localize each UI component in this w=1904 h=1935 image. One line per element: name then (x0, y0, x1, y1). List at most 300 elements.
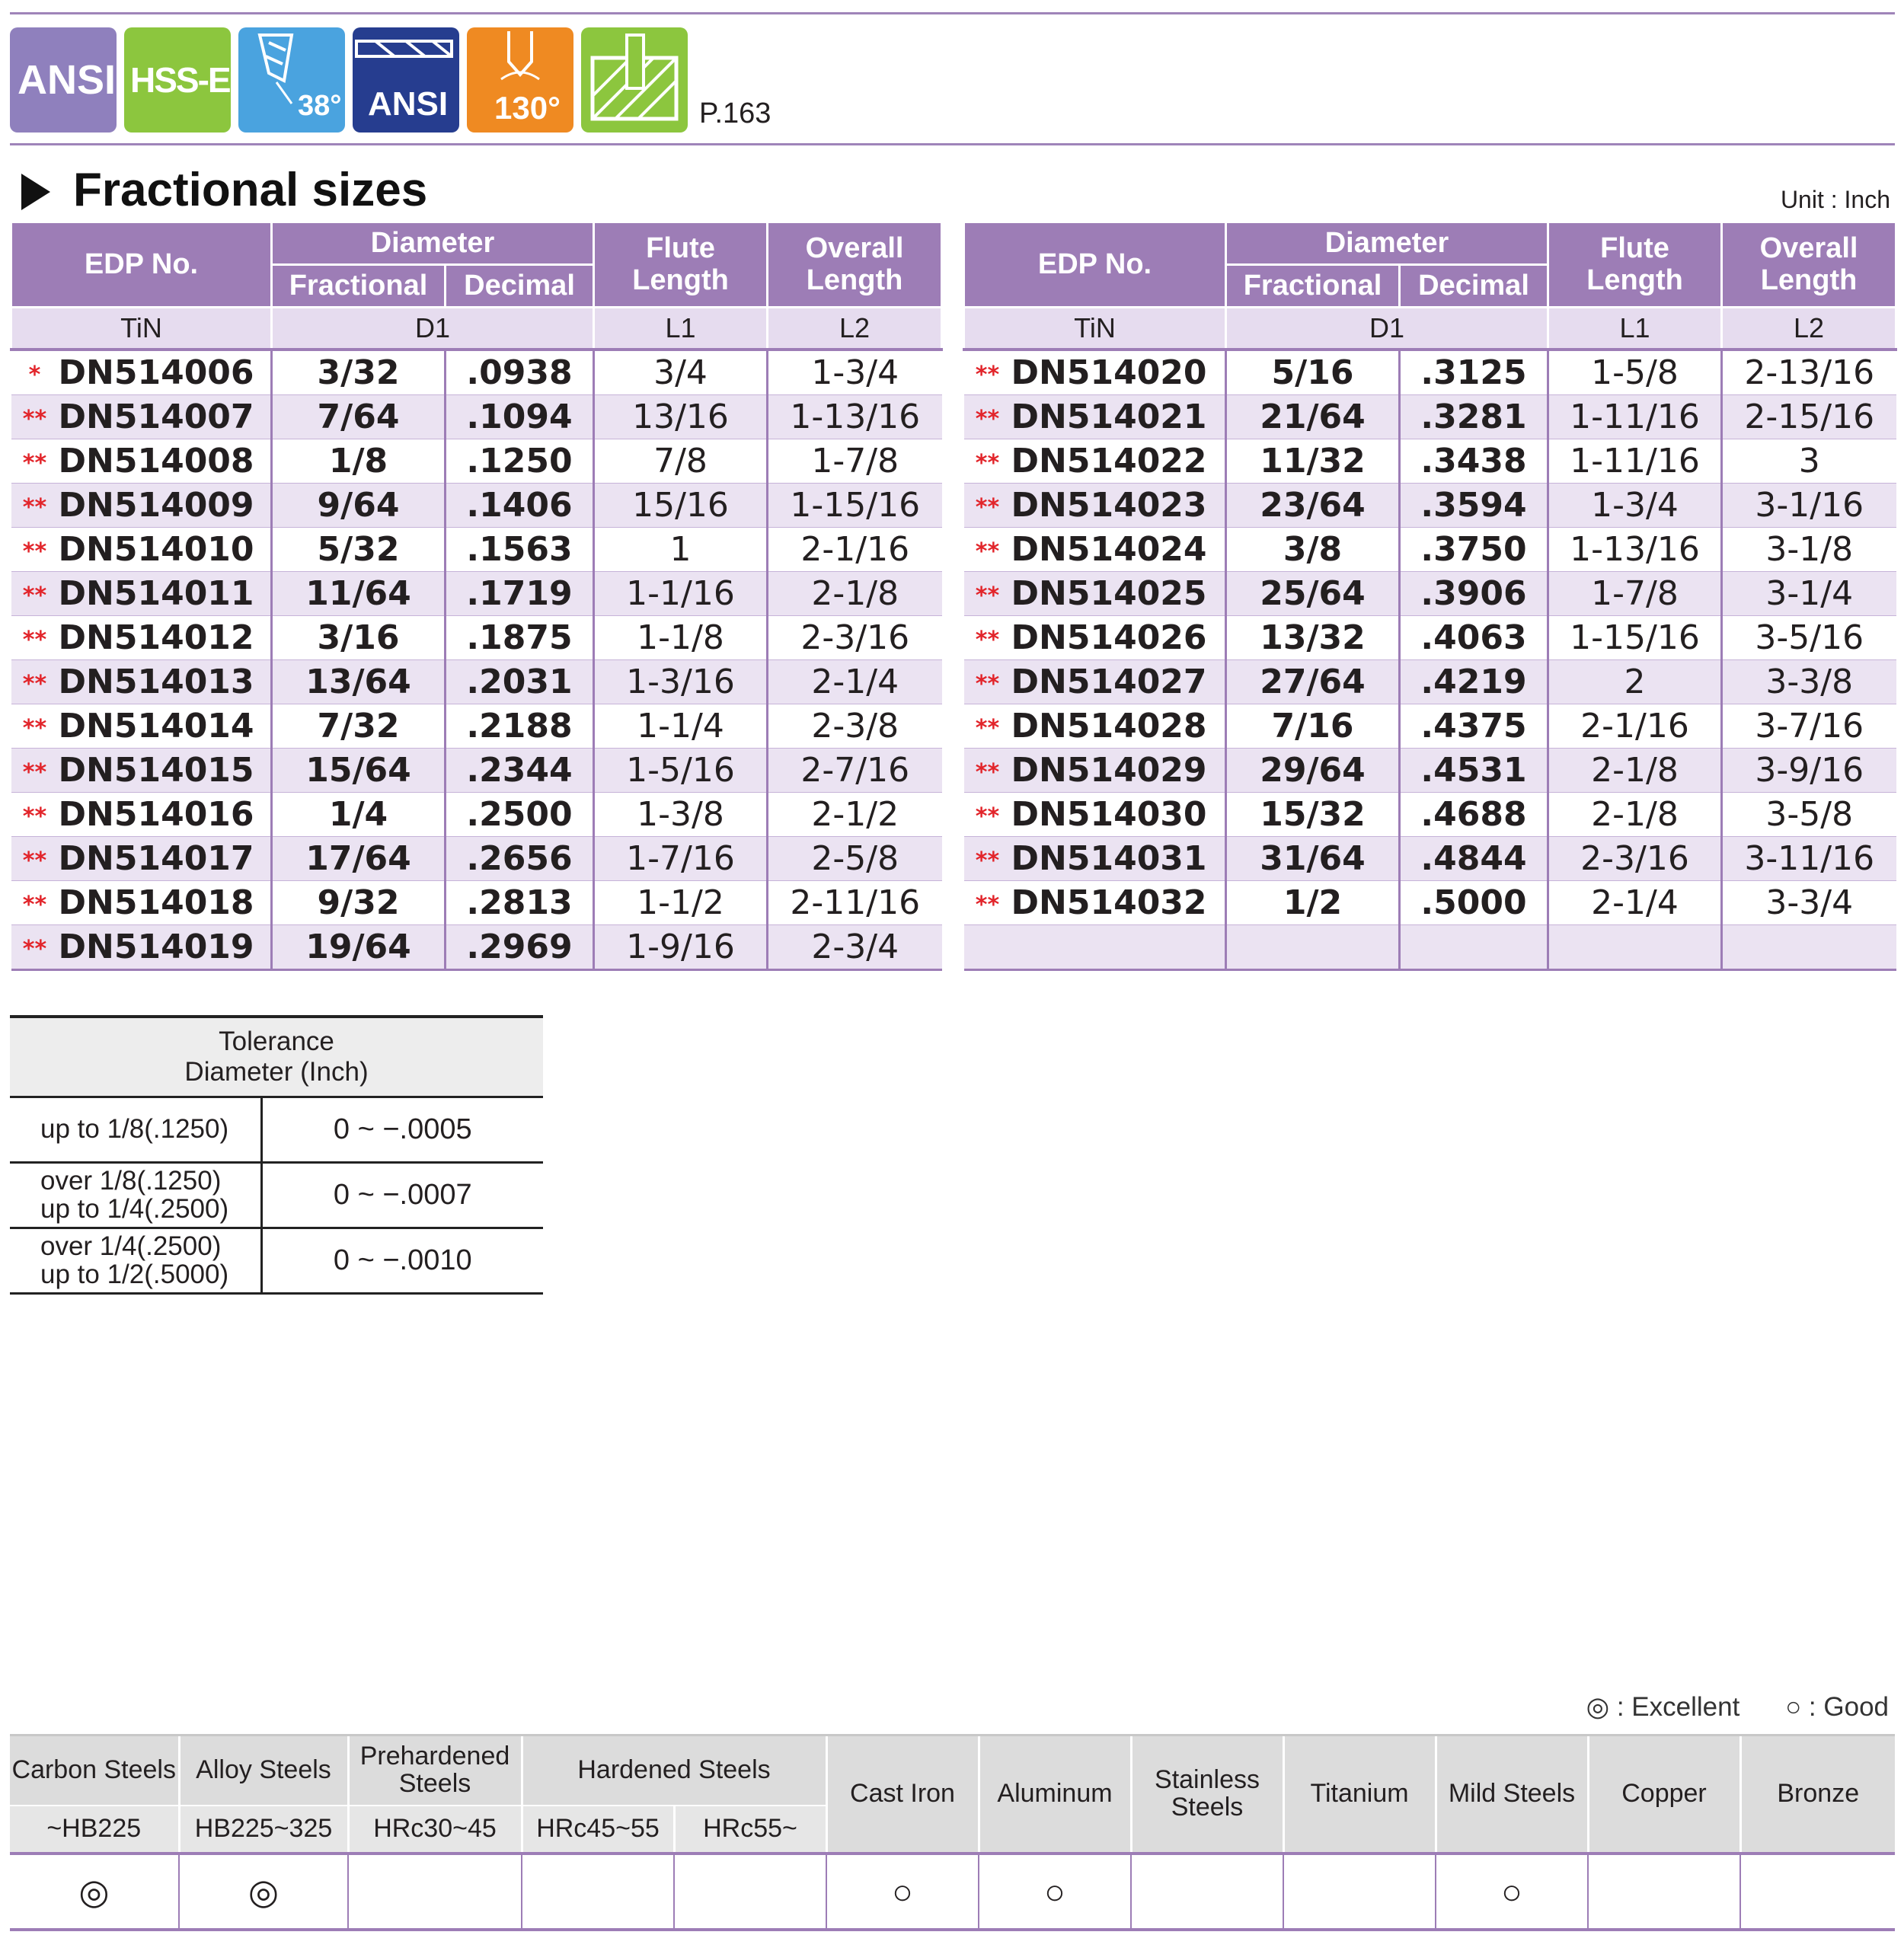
edp-cell (964, 484, 1226, 528)
decimal-cell: .1563 (446, 528, 594, 572)
fractional-cell: 13/32 (1226, 616, 1400, 660)
decimal-cell: .3906 (1400, 572, 1548, 616)
flute-length-cell: 2-1/16 (1548, 704, 1722, 749)
material-prehardened-steels: Prehardened Steels (348, 1735, 522, 1806)
decimal-cell (1400, 925, 1548, 970)
flute-length-cell: 3/4 (594, 350, 768, 395)
flute-length-cell: 2 (1548, 660, 1722, 704)
flute-length-cell: 13/16 (594, 395, 768, 439)
edp-header: EDP No. (11, 222, 272, 308)
overall-length-header: Overall Length (1722, 222, 1896, 308)
flute-length-cell: 1 (594, 528, 768, 572)
flute-length-cell: 1-9/16 (594, 925, 768, 970)
edp-cell (11, 925, 272, 970)
table-row (11, 793, 942, 837)
flute-length-cell: 1-1/8 (594, 616, 768, 660)
overall-length-cell: 3-5/8 (1722, 793, 1896, 837)
flute-length-cell: 7/8 (594, 439, 768, 484)
flute-length-cell: 1-11/16 (1548, 439, 1722, 484)
stock-mark: ** (22, 626, 47, 653)
rating-mild: ○ (1436, 1854, 1588, 1930)
tolerance-value: 0 ~ −.0005 (261, 1097, 543, 1163)
decimal-cell: .4844 (1400, 837, 1548, 881)
spec-table-right-body (964, 350, 1896, 970)
flute-length-cell: 2-1/8 (1548, 749, 1722, 793)
legend-excellent: ◎ : Excellent (1586, 1692, 1740, 1722)
fractional-cell: 1/4 (272, 793, 446, 837)
flute-length-cell: 2-3/16 (1548, 837, 1722, 881)
stock-mark: ** (975, 538, 1000, 565)
edp-cell (11, 881, 272, 925)
decimal-header: Decimal (446, 265, 594, 308)
stock-mark: ** (975, 670, 1000, 698)
edp-cell (11, 660, 272, 704)
overall-length-cell: 3-1/16 (1722, 484, 1896, 528)
spec-table-right (963, 221, 1897, 971)
stock-mark: ** (975, 714, 1000, 742)
range-hardened-a: HRc45~55 (522, 1806, 674, 1854)
l1-label: L1 (594, 308, 768, 350)
edp-number: DN514024 (1011, 530, 1207, 569)
stock-mark: ** (975, 891, 1000, 918)
edp-cell (964, 704, 1226, 749)
edp-number: DN514017 (58, 839, 254, 878)
table-row (11, 660, 942, 704)
helix-badge: 38° (238, 27, 345, 133)
stock-mark: ** (975, 405, 1000, 433)
table-row (11, 749, 942, 793)
stock-mark: ** (22, 670, 47, 698)
edp-number: DN514008 (58, 442, 254, 481)
edp-cell (964, 660, 1226, 704)
decimal-cell: .3594 (1400, 484, 1548, 528)
drilling-application-icon (581, 27, 688, 133)
fractional-cell: 25/64 (1226, 572, 1400, 616)
top-rule (10, 12, 1895, 14)
stock-mark: ** (22, 449, 47, 477)
ansi-standard-badge: ANSI (353, 27, 459, 133)
stock-mark: ** (22, 538, 47, 565)
overall-length-cell: 2-15/16 (1722, 395, 1896, 439)
stock-mark: ** (975, 758, 1000, 786)
fractional-cell: 3/8 (1226, 528, 1400, 572)
point-angle-badge: 130° (467, 27, 573, 133)
overall-length-cell: 2-3/4 (768, 925, 942, 970)
overall-length-cell: 1-3/4 (768, 350, 942, 395)
flute-length-cell: 15/16 (594, 484, 768, 528)
rating-titanium (1283, 1854, 1436, 1930)
table-row (964, 925, 1896, 970)
edp-cell (11, 616, 272, 660)
overall-length-cell: 3-9/16 (1722, 749, 1896, 793)
decimal-cell: .2813 (446, 881, 594, 925)
flute-length-header: Flute Length (594, 222, 768, 308)
flute-length-cell: 1-13/16 (1548, 528, 1722, 572)
table-row (11, 395, 942, 439)
range-hardened-b: HRc55~ (674, 1806, 826, 1854)
edp-cell (964, 439, 1226, 484)
edp-number: DN514012 (58, 618, 254, 657)
flute-length-cell: 2-1/4 (1548, 881, 1722, 925)
fractional-cell: 3/32 (272, 350, 446, 395)
fractional-cell: 13/64 (272, 660, 446, 704)
rating-stainless (1131, 1854, 1283, 1930)
edp-cell (11, 749, 272, 793)
edp-cell (964, 881, 1226, 925)
material-bronze: Bronze (1740, 1735, 1895, 1854)
edp-number: DN514019 (58, 928, 254, 966)
edp-number: DN514010 (58, 530, 254, 569)
flute-length-cell: 1-3/4 (1548, 484, 1722, 528)
rating-cast-iron: ○ (826, 1854, 979, 1930)
edp-cell (11, 439, 272, 484)
fractional-cell: 9/64 (272, 484, 446, 528)
decimal-cell: .2188 (446, 704, 594, 749)
rating-legend (1548, 1692, 1889, 1723)
edp-cell (11, 350, 272, 395)
rating-prehardened (348, 1854, 522, 1930)
material-table (10, 1734, 1895, 1931)
overall-length-header: Overall Length (768, 222, 942, 308)
table-row (11, 616, 942, 660)
overall-length-cell: 2-1/4 (768, 660, 942, 704)
edp-number: DN514032 (1011, 883, 1207, 922)
edp-cell (964, 528, 1226, 572)
hss-badge: HSS-E (124, 27, 231, 133)
edp-number: DN514014 (58, 707, 254, 746)
stock-mark: ** (975, 361, 1000, 388)
unit-label: Unit : Inch (1780, 186, 1890, 213)
fractional-cell: 1/2 (1226, 881, 1400, 925)
table-row (11, 484, 942, 528)
overall-length-cell: 3-11/16 (1722, 837, 1896, 881)
l2-label: L2 (1722, 308, 1896, 350)
decimal-cell: .3750 (1400, 528, 1548, 572)
edp-number: DN514021 (1011, 398, 1207, 436)
table-row (11, 704, 942, 749)
decimal-cell: .3125 (1400, 350, 1548, 395)
section-title: Fractional sizes (73, 164, 428, 216)
overall-length-cell: 1-13/16 (768, 395, 942, 439)
decimal-cell: .0938 (446, 350, 594, 395)
table-row (964, 528, 1896, 572)
flute-length-cell: 1-1/4 (594, 704, 768, 749)
edp-number: DN514009 (58, 486, 254, 525)
edp-number: DN514031 (1011, 839, 1207, 878)
range-carbon: ~HB225 (10, 1806, 179, 1854)
stock-mark: ** (975, 803, 1000, 830)
table-row (964, 749, 1896, 793)
fractional-cell: 27/64 (1226, 660, 1400, 704)
stock-mark: ** (975, 493, 1000, 521)
table-row (964, 439, 1896, 484)
overall-length-cell: 2-5/8 (768, 837, 942, 881)
decimal-cell: .2344 (446, 749, 594, 793)
flute-length-cell: 1-3/16 (594, 660, 768, 704)
decimal-cell: .3438 (1400, 439, 1548, 484)
tolerance-table (10, 1015, 543, 1295)
decimal-cell: .1250 (446, 439, 594, 484)
page-reference: P.163 (699, 97, 772, 129)
decimal-cell: .4688 (1400, 793, 1548, 837)
rating-hardened-b (674, 1854, 826, 1930)
tolerance-title: Tolerance (219, 1026, 334, 1056)
fractional-cell: 1/8 (272, 439, 446, 484)
legend-good: ○ : Good (1785, 1692, 1889, 1722)
overall-length-cell: 2-7/16 (768, 749, 942, 793)
flute-length-cell: 1-7/16 (594, 837, 768, 881)
flute-length-cell: 1-1/16 (594, 572, 768, 616)
tolerance-row (10, 1097, 543, 1163)
fractional-cell: 3/16 (272, 616, 446, 660)
material-stainless-steels: Stainless Steels (1131, 1735, 1283, 1854)
fractional-cell: 15/64 (272, 749, 446, 793)
application-badge (581, 27, 688, 133)
table-row (964, 660, 1896, 704)
decimal-cell: .5000 (1400, 881, 1548, 925)
fractional-header: Fractional (1226, 265, 1400, 308)
stock-mark: ** (22, 405, 47, 433)
fractional-cell: 11/32 (1226, 439, 1400, 484)
edp-number: DN514030 (1011, 795, 1207, 834)
stock-mark: ** (975, 449, 1000, 477)
decimal-cell: .1406 (446, 484, 594, 528)
tolerance-header (10, 1017, 543, 1097)
edp-number: DN514027 (1011, 663, 1207, 701)
decimal-header: Decimal (1400, 265, 1548, 308)
edp-cell (11, 704, 272, 749)
rating-copper (1588, 1854, 1740, 1930)
flute-length-cell: 1-15/16 (1548, 616, 1722, 660)
fractional-cell: 7/16 (1226, 704, 1400, 749)
decimal-cell: .4063 (1400, 616, 1548, 660)
badge-rule (10, 143, 1895, 145)
edp-cell (11, 572, 272, 616)
edp-cell (11, 395, 272, 439)
decimal-cell: .1094 (446, 395, 594, 439)
decimal-cell: .4375 (1400, 704, 1548, 749)
flute-length-cell: 1-1/2 (594, 881, 768, 925)
material-carbon-steels: Carbon Steels (10, 1735, 179, 1806)
range-alloy: HB225~325 (179, 1806, 348, 1854)
edp-cell (964, 395, 1226, 439)
overall-length-cell: 2-11/16 (768, 881, 942, 925)
flute-length-header: Flute Length (1548, 222, 1722, 308)
edp-number: DN514029 (1011, 751, 1207, 790)
fractional-cell: 7/64 (272, 395, 446, 439)
fractional-cell: 21/64 (1226, 395, 1400, 439)
d1-label: D1 (272, 308, 594, 350)
stock-mark: * (28, 361, 41, 388)
overall-length-cell: 3 (1722, 439, 1896, 484)
stock-mark: ** (22, 935, 47, 963)
tolerance-row (10, 1163, 543, 1228)
table-row (11, 439, 942, 484)
stock-mark: ** (22, 803, 47, 830)
fractional-cell: 11/64 (272, 572, 446, 616)
flute-length-cell: 2-1/8 (1548, 793, 1722, 837)
diameter-header: Diameter (272, 222, 594, 265)
coating-label: TiN (11, 308, 272, 350)
stock-mark: ** (975, 626, 1000, 653)
range-prehardened: HRc30~45 (348, 1806, 522, 1854)
overall-length-cell (1722, 925, 1896, 970)
table-row (964, 881, 1896, 925)
edp-number: DN514013 (58, 663, 254, 701)
fractional-cell: 31/64 (1226, 837, 1400, 881)
overall-length-cell: 3-3/8 (1722, 660, 1896, 704)
flute-length-cell: 1-5/8 (1548, 350, 1722, 395)
fractional-cell: 5/32 (272, 528, 446, 572)
table-row (964, 837, 1896, 881)
decimal-cell: .2031 (446, 660, 594, 704)
flute-length-cell: 1-11/16 (1548, 395, 1722, 439)
edp-cell (964, 837, 1226, 881)
edp-number: DN514007 (58, 398, 254, 436)
table-row (964, 484, 1896, 528)
edp-cell (11, 484, 272, 528)
overall-length-cell: 2-3/8 (768, 704, 942, 749)
edp-number: DN514006 (58, 353, 254, 392)
edp-number: DN514016 (58, 795, 254, 834)
edp-number: DN514026 (1011, 618, 1207, 657)
fractional-header: Fractional (272, 265, 446, 308)
ansi-badge: ANSI (10, 27, 117, 133)
edp-number: DN514018 (58, 883, 254, 922)
overall-length-cell: 2-3/16 (768, 616, 942, 660)
edp-cell (11, 837, 272, 881)
table-row (964, 350, 1896, 395)
table-row (11, 572, 942, 616)
table-row (964, 704, 1896, 749)
rating-hardened-a (522, 1854, 674, 1930)
flute-length-cell: 1-5/16 (594, 749, 768, 793)
material-alloy-steels: Alloy Steels (179, 1735, 348, 1806)
fractional-cell: 17/64 (272, 837, 446, 881)
d1-label: D1 (1226, 308, 1548, 350)
overall-length-cell: 3-1/8 (1722, 528, 1896, 572)
table-row (964, 616, 1896, 660)
edp-cell (11, 528, 272, 572)
edp-cell (964, 749, 1226, 793)
fractional-cell: 15/32 (1226, 793, 1400, 837)
decimal-cell: .2500 (446, 793, 594, 837)
edp-cell (964, 616, 1226, 660)
overall-length-cell: 1-7/8 (768, 439, 942, 484)
fractional-cell: 5/16 (1226, 350, 1400, 395)
edp-cell (11, 793, 272, 837)
overall-length-cell: 2-1/2 (768, 793, 942, 837)
tolerance-range-from: over 1/4(.2500) (40, 1231, 222, 1261)
overall-length-cell: 3-7/16 (1722, 704, 1896, 749)
flute-length-cell (1548, 925, 1722, 970)
table-row (11, 925, 942, 970)
coating-label: TiN (964, 308, 1226, 350)
spec-table-left (10, 221, 943, 971)
rating-row (10, 1854, 1895, 1930)
stock-mark: ** (975, 582, 1000, 609)
decimal-cell: .3281 (1400, 395, 1548, 439)
fractional-cell: 9/32 (272, 881, 446, 925)
decimal-cell: .1875 (446, 616, 594, 660)
table-row (964, 395, 1896, 439)
diameter-header: Diameter (1226, 222, 1548, 265)
edp-cell (964, 925, 1226, 970)
overall-length-cell: 2-1/8 (768, 572, 942, 616)
rating-aluminum: ○ (979, 1854, 1131, 1930)
edp-cell (964, 793, 1226, 837)
decimal-cell: .2656 (446, 837, 594, 881)
tolerance-value: 0 ~ −.0010 (261, 1228, 543, 1294)
decimal-cell: .2969 (446, 925, 594, 970)
fractional-cell (1226, 925, 1400, 970)
edp-number: DN514011 (58, 574, 254, 613)
tolerance-range-to: up to 1/4(.2500) (40, 1193, 229, 1224)
table-row (11, 350, 942, 395)
l1-label: L1 (1548, 308, 1722, 350)
fractional-cell: 19/64 (272, 925, 446, 970)
tolerance-subtitle: Diameter (Inch) (184, 1057, 369, 1087)
stock-mark: ** (975, 847, 1000, 874)
fractional-cell: 7/32 (272, 704, 446, 749)
tolerance-range: up to 1/8(.1250) (40, 1114, 229, 1145)
tolerance-value: 0 ~ −.0007 (261, 1163, 543, 1228)
tolerance-range-to: up to 1/2(.5000) (40, 1259, 229, 1289)
edp-number: DN514015 (58, 751, 254, 790)
decimal-cell: .4531 (1400, 749, 1548, 793)
edp-cell (964, 572, 1226, 616)
table-row (11, 837, 942, 881)
edp-number: DN514025 (1011, 574, 1207, 613)
overall-length-cell: 3-1/4 (1722, 572, 1896, 616)
rating-alloy: ◎ (179, 1854, 348, 1930)
spec-table-left-body (11, 350, 942, 970)
overall-length-cell: 1-15/16 (768, 484, 942, 528)
rating-bronze (1740, 1854, 1895, 1930)
table-row (964, 572, 1896, 616)
material-copper: Copper (1588, 1735, 1740, 1854)
stock-mark: ** (22, 847, 47, 874)
tolerance-row (10, 1228, 543, 1294)
table-row (11, 528, 942, 572)
material-mild-steels: Mild Steels (1436, 1735, 1588, 1854)
overall-length-cell: 2-13/16 (1722, 350, 1896, 395)
decimal-cell: .1719 (446, 572, 594, 616)
material-aluminum: Aluminum (979, 1735, 1131, 1854)
table-row (964, 793, 1896, 837)
section-arrow-icon (21, 174, 50, 210)
material-titanium: Titanium (1283, 1735, 1436, 1854)
flute-length-cell: 1-3/8 (594, 793, 768, 837)
edp-number: DN514022 (1011, 442, 1207, 481)
edp-header: EDP No. (964, 222, 1226, 308)
edp-number: DN514020 (1011, 353, 1207, 392)
rating-carbon: ◎ (10, 1854, 179, 1930)
fractional-cell: 23/64 (1226, 484, 1400, 528)
edp-number: DN514028 (1011, 707, 1207, 746)
l2-label: L2 (768, 308, 942, 350)
stock-mark: ** (22, 758, 47, 786)
overall-length-cell: 2-1/16 (768, 528, 942, 572)
stock-mark: ** (22, 714, 47, 742)
stock-mark: ** (22, 582, 47, 609)
table-row (11, 881, 942, 925)
material-hardened-steels: Hardened Steels (522, 1735, 826, 1806)
edp-cell (964, 350, 1226, 395)
edp-number: DN514023 (1011, 486, 1207, 525)
material-cast-iron: Cast Iron (826, 1735, 979, 1854)
overall-length-cell: 3-5/16 (1722, 616, 1896, 660)
